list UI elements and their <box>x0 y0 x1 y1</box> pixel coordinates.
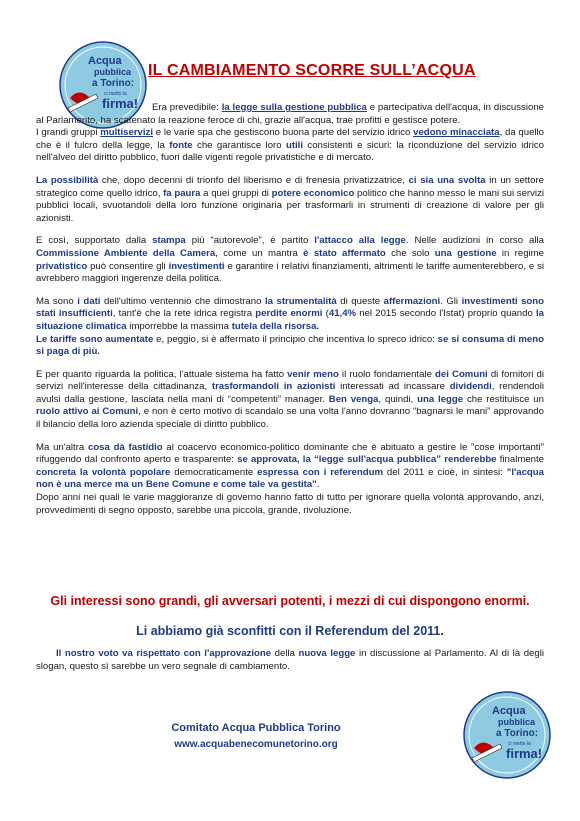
highlighted-phrase: ci sia una svolta <box>408 174 486 186</box>
highlighted-phrase: dividendi <box>449 381 492 393</box>
highlighted-phrase: stampa <box>152 235 186 247</box>
highlighted-phrase: una gestione <box>434 247 497 259</box>
acqua-pubblica-logo <box>462 690 552 780</box>
logo-text: a Torino: <box>496 728 539 739</box>
paragraph <box>36 648 544 673</box>
highlighted-phrase: privatistico <box>36 260 88 272</box>
text-run: che solo <box>385 247 435 259</box>
website-link[interactable]: www.acquabenecomunetorino.org <box>174 739 338 750</box>
text-run: di queste <box>336 295 384 307</box>
highlighted-phrase: Commissione Ambiente della Camera <box>36 247 216 259</box>
text-run: . <box>316 479 320 491</box>
highlighted-phrase: l'attacco alla legge <box>314 235 406 247</box>
text-run: il ruolo fondamentale <box>338 368 436 380</box>
text-run: Era prevedibile: <box>152 102 222 113</box>
highlighted-phrase: cosa dà fastidio <box>87 441 163 453</box>
paragraph <box>36 235 544 285</box>
referendum-statement <box>36 624 544 638</box>
referendum-period: . <box>440 624 444 638</box>
text-run: politico che hanno messo le mani sui servizi pubblici locali, svuotandoli della loro funzione originaria per trasformarli in strumenti di creazione di valore per gli azionisti. <box>36 187 544 224</box>
text-run: a quei gruppi di <box>200 187 272 199</box>
logo-text: firma! <box>102 96 139 111</box>
paragraph <box>36 102 544 165</box>
text-run: finalmente <box>496 454 545 466</box>
text-run: imporrebbe la massima <box>126 320 232 332</box>
text-run: in regime <box>496 247 545 259</box>
text-run: del 2011 e cioè, in sintesi: <box>382 466 507 478</box>
text-run: più “autorevole”, è partito <box>185 235 315 247</box>
logo-text: a Torino: <box>92 78 135 89</box>
text-run: dell'ultimo ventennio che dimostrano <box>100 295 265 307</box>
text-run: . Gli <box>440 295 462 307</box>
highlighted-phrase: la legge sulla gestione pubblica <box>221 102 367 113</box>
highlighted-phrase: utili <box>285 139 304 151</box>
text-run: può consentire gli <box>87 260 169 272</box>
highlighted-phrase: 41,4% <box>328 308 357 320</box>
committee-name: Comitato Acqua Pubblica Torino <box>171 722 341 734</box>
highlighted-phrase: dei Comuni <box>435 368 488 380</box>
text-run: e garantire i relativi finanziamenti, altrimenti le tariffe aumenterebbero, e si avrebbero maggiori ingerenze della politica. <box>36 260 545 285</box>
text-run: e, peggio, si è affermato il principio che incentiva lo spreco idrico: <box>153 333 438 345</box>
text-run: . Nelle audizioni in corso alla <box>405 235 544 247</box>
highlighted-phrase: tutela della risorsa. <box>231 320 320 332</box>
highlighted-phrase: La possibilità <box>36 174 99 186</box>
logo-text: ci metto la <box>104 91 127 97</box>
paragraph <box>36 175 544 225</box>
logo-text: Acqua <box>492 705 526 717</box>
text-run: in discussione al Parlamento. Al di là degli slogan, questo sì sarebbe un vero segnale di cambiamento. <box>36 648 544 672</box>
highlighted-phrase: potere economico <box>271 187 355 199</box>
text-run: , tant'è che la rete idrica registra <box>112 308 256 320</box>
text-run: , come un mantra <box>215 247 304 259</box>
highlighted-phrase: affermazioni <box>383 295 441 307</box>
text-run: della <box>271 648 299 659</box>
highlighted-phrase: "l'acqua non è una merce ma un Bene Comune e come tale va gestita" <box>36 466 544 491</box>
page-title: IL CAMBIAMENTO SCORRE SULL’ACQUA <box>148 62 476 79</box>
highlighted-phrase: una legge <box>417 393 464 405</box>
text-run: interessati ad incassare <box>335 381 450 393</box>
text-run: E così, supportato dalla <box>36 235 153 247</box>
highlighted-phrase: nuova legge <box>298 648 356 659</box>
article-body <box>36 102 544 517</box>
highlighted-phrase: trasformandoli in azionisti <box>211 381 336 393</box>
highlighted-phrase: Ben venga <box>328 393 379 405</box>
referendum-text: Li abbiamo già sconfitti con il Referendum del 2011 <box>136 624 441 638</box>
logo-text: firma! <box>506 746 543 761</box>
highlighted-phrase: Il nostro voto va rispettato con l'approvazione <box>56 648 272 659</box>
text-run: , quindi, <box>378 393 418 405</box>
logo-text: ci metto la <box>508 741 531 747</box>
text-run: ( <box>322 308 329 320</box>
text-run: e le varie spa che gestiscono buona parte del servizio idrico <box>153 127 414 139</box>
logo-text: pubblica <box>498 717 536 727</box>
paragraph <box>36 296 544 359</box>
text-run: e partecipativa dell'acqua, in discussione al Parlamento, ha scatenato la reazione feroce di chi, grazie all'acqua, trae profitti e gestisce potere. <box>36 102 544 126</box>
highlighted-phrase: i dati <box>77 295 101 307</box>
text-run: che garantisce loro <box>192 139 286 151</box>
paragraph <box>36 369 544 432</box>
closing-statement: Gli interessi sono grandi, gli avversari potenti, i mezzi di cui dispongono enormi. <box>50 594 530 608</box>
text-run: , rendendoli avulsi dalla gestione, lasciata nella mani di “competenti” manager. <box>36 381 544 405</box>
text-run: I grandi gruppi <box>36 127 101 139</box>
text-run: al coacervo economico-politico dominante che è abituato a gestire le "cose importanti" rifuggendo dal confronto aperto e trasparente: <box>36 441 544 466</box>
final-paragraph <box>36 648 544 673</box>
highlighted-phrase: investimenti <box>168 260 225 272</box>
highlighted-phrase: fonte <box>169 139 193 151</box>
text-run: consistenti e sicuri: la riconduzione del servizio idrico nell'alveo del diritto pubblico, fuori dalle vigenti regole privatistiche e di mercato. <box>36 139 545 164</box>
highlighted-phrase: la strumentalità <box>264 295 337 307</box>
text-run: nel 2015 secondo l'Istat) proprio quando <box>356 308 536 320</box>
highlighted-phrase: fa paura <box>163 187 201 199</box>
highlighted-phrase: concreta la volontà popolare <box>36 466 171 478</box>
paragraph <box>36 442 544 518</box>
text-run: , da quello che è il fulcro della legge, la <box>36 127 545 151</box>
text-run: , e non è certo motivo di scandalo se una volta l'anno dovranno “bagnarsi le mani” approvando il bilancio della loro azienda speciale di diritto pubblico. <box>36 406 544 431</box>
text-run: in un settore strategico come quello idrico, <box>36 174 544 199</box>
highlighted-phrase: venir meno <box>287 368 339 380</box>
highlighted-phrase: è stato affermato <box>303 247 386 259</box>
highlighted-phrase: se approvata, la “legge sull'acqua pubblica” renderebbe <box>237 454 497 466</box>
highlighted-phrase: perdite enormi <box>255 308 323 320</box>
text-run: Ma un'altra <box>36 441 88 453</box>
logo-text: pubblica <box>94 67 132 77</box>
highlighted-phrase: investimenti sono stati insufficienti <box>36 295 544 320</box>
highlighted-phrase: ruolo attivo ai Comuni <box>36 406 139 418</box>
highlighted-phrase: se si consuma di meno si paga di più. <box>36 333 544 358</box>
text-run: democraticamente <box>170 466 258 478</box>
text-run: che restituisce un <box>463 393 544 405</box>
highlighted-phrase: vedono minacciata <box>413 127 500 139</box>
highlighted-phrase: Le tariffe sono aumentate <box>36 333 154 345</box>
signature-block <box>156 722 356 750</box>
highlighted-phrase: la situazione climatica <box>36 308 544 332</box>
highlighted-phrase: multiservizi <box>100 127 154 139</box>
text-run: che, dopo decenni di trionfo del liberismo e di frenesia privatizzatrice, <box>98 174 409 186</box>
highlighted-phrase: espressa con i referendum <box>257 466 383 478</box>
text-run: di fornitori di servizi nell'interesse della cittadinanza, <box>36 368 545 393</box>
text-run: Ma sono <box>36 295 78 307</box>
text-run: Dopo anni nei quali le varie maggioranze di governo hanno fatto di tutto per ignorare quella volontà approvando, anzi, provvedimenti di segno opposto, sarebbe una piccola, grande, rivoluzione. <box>36 492 544 516</box>
logo-text: Acqua <box>88 55 122 67</box>
text-run: E per quanto riguarda la politica, l'attuale sistema ha fatto <box>36 368 288 380</box>
